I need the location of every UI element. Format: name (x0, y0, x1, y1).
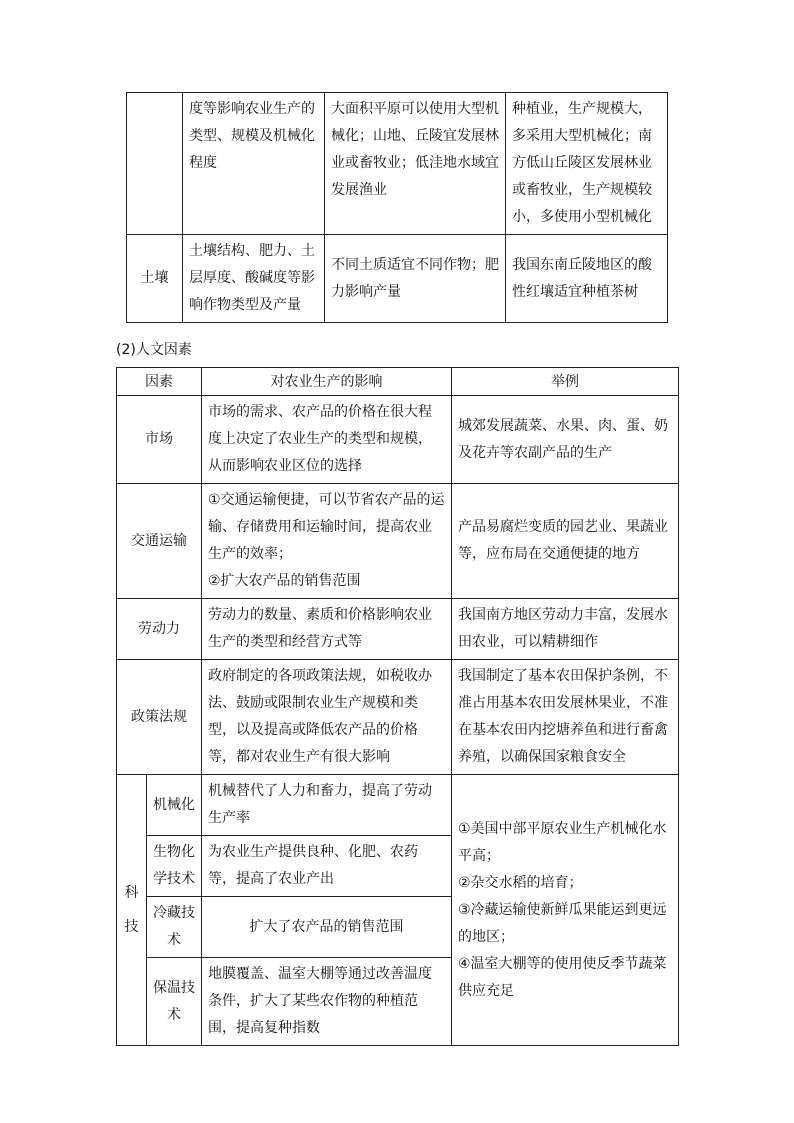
impact-cell: 劳动力的数量、素质和价格影响农业生产的类型和经营方式等 (202, 599, 452, 660)
factor-cell: 劳动力 (117, 599, 202, 660)
factor-cell: 政策法规 (117, 660, 202, 775)
example-line: ④温室大棚等的使用使反季节蔬菜供应充足 (458, 955, 667, 999)
impact-cell: 机械替代了人力和畜力，提高了劳动生产率 (202, 775, 452, 836)
example-cell: 我国制定了基本农田保护条例，不准占用基本农田发展林果业，不准在基本农田内挖塘养鱼和进行畜禽养殖，以确保国家粮食安全 (452, 660, 679, 775)
table-row (117, 599, 679, 660)
section-heading: (2)人文因素 (116, 342, 192, 358)
natural-factor-table (126, 92, 668, 323)
tech-label-char: 科 (124, 885, 139, 901)
tech-sub-name: 冷藏技术 (147, 897, 202, 958)
example-line: ②杂交水稻的培育； (458, 874, 583, 891)
tech-label-char: 技 (124, 919, 139, 935)
tech-example-cell (452, 775, 679, 1046)
example-line: ①美国中部平原农业生产机械化水平高； (458, 820, 667, 864)
example-cell: 产品易腐烂变质的园艺业、果蔬业等，应布局在交通便捷的地方 (452, 484, 679, 599)
tech-sub-name: 生物化学技术 (147, 836, 202, 897)
table-row (117, 396, 679, 484)
example-cell: 我国东南丘陵地区的酸性红壤适宜种植茶树 (506, 235, 668, 323)
header-example: 举例 (452, 368, 679, 396)
table-row (127, 93, 668, 235)
impact-cell: 为农业生产提供良种、化肥、农药等，提高了农业产出 (202, 836, 452, 897)
table-row (117, 775, 679, 836)
detail-cell: 不同土质适宜不同作物；肥力影响产量 (325, 235, 506, 323)
example-cell: 我国南方地区劳动力丰富，发展水田农业，可以精耕细作 (452, 599, 679, 660)
impact-cell: 政府制定的各项政策法规，如税收办法、鼓励或限制农业生产规模和类型，以及提高或降低农产品的价格等，都对农业生产有很大影响 (202, 660, 452, 775)
impact-line: ①交通运输便捷，可以节省农产品的运输、存储费用和运输时间，提高农业生产的效率； (208, 492, 445, 562)
tech-sub-name: 机械化 (147, 775, 202, 836)
example-cell: 城郊发展蔬菜、水果、肉、蛋、奶及花卉等农副产品的生产 (452, 396, 679, 484)
header-factor: 因素 (117, 368, 202, 396)
table-row (127, 235, 668, 323)
impact-cell: 土壤结构、肥力、土层厚度、酸碱度等影响作物类型及产量 (183, 235, 325, 323)
impact-cell: 地膜覆盖、温室大棚等通过改善温度条件，扩大了某些农作物的种植范围，提高复种指数 (202, 958, 452, 1046)
factor-cell: 交通运输 (117, 484, 202, 599)
table-header-row (117, 368, 679, 396)
impact-line: ②扩大农产品的销售范围 (208, 573, 361, 589)
human-factor-table (116, 367, 679, 1046)
example-cell: 种植业，生产规模大，多采用大型机械化；南方低山丘陵区发展林业或畜牧业，生产规模较小，多使用小型机械化 (506, 93, 668, 235)
header-impact: 对农业生产的影响 (202, 368, 452, 396)
table-row (117, 660, 679, 775)
impact-cell: 市场的需求、农产品的价格在很大程度上决定了农业生产的类型和规模，从而影响农业区位的选择 (202, 396, 452, 484)
impact-cell (202, 484, 452, 599)
example-line: ③冷藏运输使新鲜瓜果能运到更远的地区； (458, 901, 667, 945)
table-row (117, 484, 679, 599)
factor-cell: 市场 (117, 396, 202, 484)
tech-label-cell (117, 775, 147, 1046)
tech-sub-name: 保温技术 (147, 958, 202, 1046)
factor-cell (127, 93, 183, 235)
impact-cell: 扩大了农产品的销售范围 (202, 897, 452, 958)
detail-cell: 大面积平原可以使用大型机械化；山地、丘陵宜发展林业或畜牧业；低洼地水域宜发展渔业 (325, 93, 506, 235)
factor-cell: 土壤 (127, 235, 183, 323)
impact-cell: 度等影响农业生产的类型、规模及机械化程度 (183, 93, 325, 235)
